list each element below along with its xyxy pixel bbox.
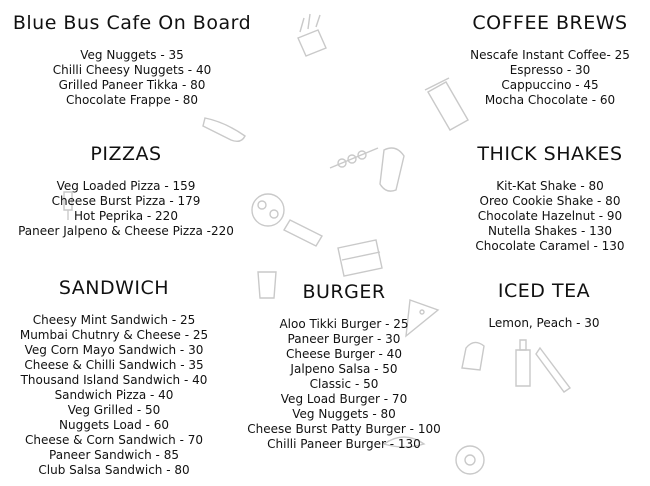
- menu-item: Nuggets Load - 60: [59, 418, 169, 432]
- menu-item: Chilli Paneer Burger - 130: [267, 437, 421, 451]
- donut-icon: [456, 446, 484, 474]
- menu-item: Chilli Cheesy Nuggets - 40: [52, 63, 212, 77]
- menu-item: Veg Grilled - 50: [67, 403, 161, 417]
- section-coffee: [455, 12, 645, 108]
- section-burger: [236, 281, 452, 452]
- menu-item: Cheese Burst Pizza - 179: [51, 194, 201, 208]
- menu-item: Jalpeno Salsa - 50: [290, 362, 398, 376]
- menu-item: Nutella Shakes - 130: [487, 224, 613, 238]
- menu-item: Nescafe Instant Coffee- 25: [470, 48, 630, 62]
- cafe-title: Blue Bus Cafe On Board: [12, 12, 252, 34]
- menu-item: Thousand Island Sandwich - 40: [20, 373, 208, 387]
- menu-item: Mumbai Chutnry & Cheese - 25: [19, 328, 209, 342]
- menu-item: Paneer Jalpeno & Cheese Pizza -220: [18, 224, 234, 238]
- menu-item: Mocha Chocolate - 60: [484, 93, 616, 107]
- menu-item: Espresso - 30: [509, 63, 591, 77]
- menu-item: Hot Peprika - 220: [74, 209, 178, 223]
- section-title: SANDWICH: [58, 277, 170, 299]
- toast-icon: [462, 342, 484, 370]
- menu-item: Cappuccino - 45: [501, 78, 599, 92]
- section-title: THICK SHAKES: [477, 143, 623, 165]
- bottle-icon: [516, 340, 530, 386]
- menu-item: Chocolate Caramel - 130: [475, 239, 625, 253]
- menu-item: Aloo Tikki Burger - 25: [279, 317, 409, 331]
- sandwich-icon: [338, 240, 382, 276]
- fries-icon: [298, 14, 326, 56]
- burrito-icon: [380, 148, 404, 191]
- hotdog-icon: [203, 118, 245, 141]
- menu-item: Grilled Paneer Tikka - 80: [58, 78, 206, 92]
- menu-item: Paneer Burger - 30: [287, 332, 401, 346]
- menu-item: Veg Loaded Pizza - 159: [56, 179, 196, 193]
- section-title: PIZZAS: [90, 143, 162, 165]
- section-thick-shakes: [455, 143, 645, 254]
- menu-item: Cheese & Corn Sandwich - 70: [24, 433, 203, 447]
- menu-item: Cheese & Chilli Sandwich - 35: [24, 358, 204, 372]
- section-pizzas: [0, 143, 252, 239]
- menu-item: Veg Nuggets - 80: [292, 407, 396, 421]
- knife-icon: [536, 348, 570, 392]
- menu-item: Chocolate Hazelnut - 90: [477, 209, 623, 223]
- section-main: [0, 12, 264, 108]
- section-title: BURGER: [302, 281, 386, 303]
- section-title: COFFEE BREWS: [472, 12, 628, 34]
- menu-item: Oreo Cookie Shake - 80: [479, 194, 621, 208]
- menu-item: Veg Nuggets - 35: [80, 48, 184, 62]
- menu-item: Cheese Burger - 40: [286, 347, 402, 361]
- menu-item: Cheesy Mint Sandwich - 25: [32, 313, 196, 327]
- wrap-icon: [284, 220, 322, 246]
- menu-item: Sandwich Pizza - 40: [54, 388, 174, 402]
- menu-item: Chocolate Frappe - 80: [65, 93, 199, 107]
- section-iced-tea: [470, 280, 618, 331]
- menu-item: Cheese Burst Patty Burger - 100: [247, 422, 441, 436]
- menu-item: Kit-Kat Shake - 80: [496, 179, 604, 193]
- pretzel-icon: [252, 194, 284, 226]
- menu-item: Classic - 50: [309, 377, 379, 391]
- menu-item: Veg Load Burger - 70: [280, 392, 408, 406]
- skewer-icon: [330, 148, 378, 168]
- menu-item: Paneer Sandwich - 85: [49, 448, 179, 462]
- section-sandwich: [0, 277, 228, 478]
- menu-item: Club Salsa Sandwich - 80: [38, 463, 190, 477]
- menu-item: Veg Corn Mayo Sandwich - 30: [24, 343, 204, 357]
- section-title: ICED TEA: [497, 280, 591, 302]
- menu-item: Lemon, Peach - 30: [488, 316, 600, 330]
